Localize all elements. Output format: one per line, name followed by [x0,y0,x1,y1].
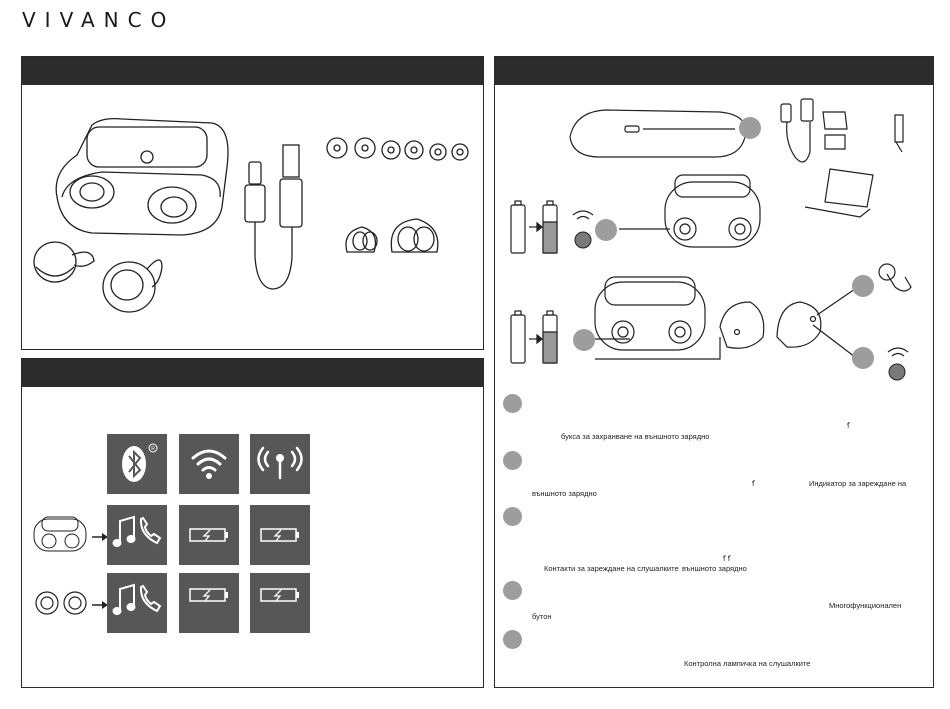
tile-battery-1 [179,505,239,565]
earbud-side-view [720,302,764,348]
usb-plug-icon [895,115,903,152]
item-2-text-a: ẝ [752,479,755,488]
battery-empty [511,205,525,253]
usb-cable [255,222,292,289]
tile-battery-4 [250,573,310,633]
indicators-panel [21,358,484,688]
callout-1 [739,117,761,139]
led-indicator [575,232,591,248]
bluetooth-icon [107,434,167,494]
antenna-icon [250,434,310,494]
item-1-text-a: ẝ [847,421,850,430]
item-2-text-c: външното зарядно [532,489,597,498]
item-3-text-a: ẝ ẝ [723,554,731,563]
battery-charging-icon [250,505,310,565]
item-5-text-a: Контролна лампичка на слушалките [684,659,811,668]
battery-charging-icon [179,573,239,633]
item-1-text-b: букса за захранване на външното зарядно [561,432,710,441]
callout-4 [852,275,874,297]
tile-battery-3 [179,573,239,633]
charging-panel [494,56,934,688]
svg-text:R: R [151,446,155,452]
case-with-earbuds [665,182,760,247]
tile-antenna [250,434,310,494]
callout-3 [573,329,595,351]
closed-case [570,110,746,157]
brand-logo: VIVANCO [22,8,176,32]
wall-charger-icon [823,112,847,129]
item-3-text-c: външното зарядно [682,564,747,573]
tile-music-phone-earbuds [107,573,167,633]
callout-2 [595,219,617,241]
charging-illustration [495,57,935,387]
music-note-icon [114,517,135,546]
item-4-text-a: Многофункционален [829,601,902,610]
item-number-2 [503,451,522,470]
phone-icon [141,518,160,543]
battery-charging-icon [250,573,310,633]
wifi-signal-icon [179,434,239,494]
panel-header-bar [22,359,483,387]
item-3-text-b: Контакти за зареждане на слушалките [544,564,679,573]
ear-tips [327,138,468,160]
item-number-1 [503,394,522,413]
item-number-3 [503,507,522,526]
phone-icon [141,586,160,611]
package-contents-illustration [22,57,485,351]
press-button-icon [879,264,895,280]
music-note-icon [114,585,135,614]
tile-wifi [179,434,239,494]
callout-5 [852,347,874,369]
tile-bluetooth [107,434,167,494]
car-charger-icon [825,135,845,149]
tile-music-phone-case [107,505,167,565]
battery-charging-icon [179,505,239,565]
signal-icon [573,211,593,219]
item-4-text-b: бутон [532,612,552,621]
item-2-text-b: Индикатор за зареждане на [809,479,907,488]
laptop-icon [805,169,873,217]
tile-battery-2 [250,505,310,565]
earbud-button-view [777,302,821,347]
package-contents-panel [21,56,484,350]
ear-wings [346,219,438,252]
item-number-5 [503,630,522,649]
led-indicator [889,364,905,380]
item-number-4 [503,581,522,600]
